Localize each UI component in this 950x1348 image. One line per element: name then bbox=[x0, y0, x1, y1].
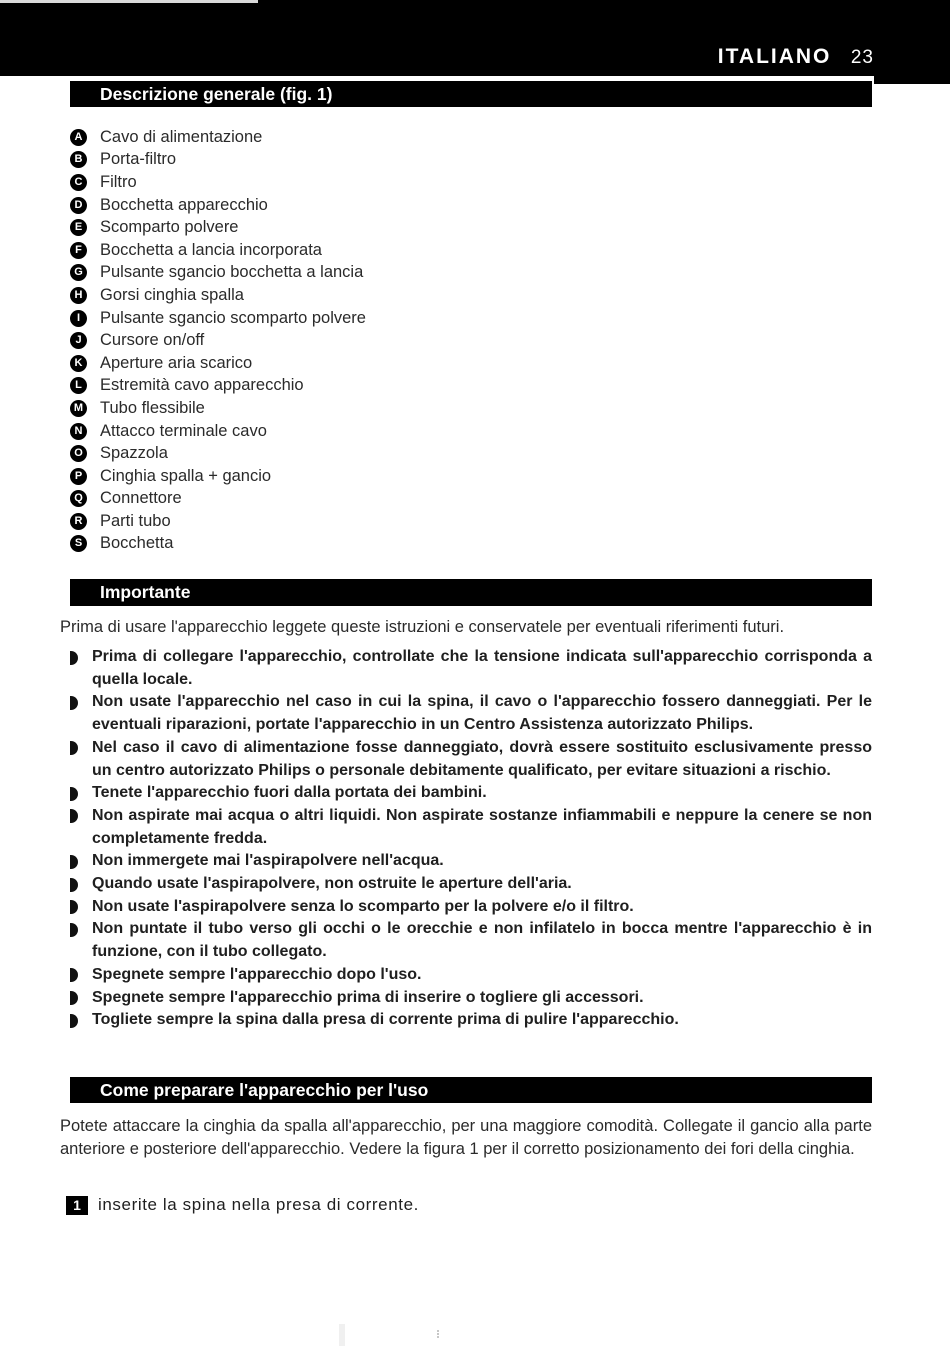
language-label: ITALIANO bbox=[717, 45, 832, 68]
legend-label: Cursore on/off bbox=[100, 331, 205, 350]
legend-item bbox=[70, 284, 860, 307]
letter-badge-icon: Q bbox=[70, 490, 87, 507]
letter-badge-icon: D bbox=[70, 197, 87, 214]
bullet-text: Nel caso il cavo di alimentazione fosse danneggiato, dovrà essere sostituito esclusivamente presso un centro autorizzato Philips o personale debitamente qualificato, per evitare situazioni a rischio. bbox=[92, 738, 872, 779]
section-title-text: Come preparare l'apparecchio per l'uso bbox=[100, 1080, 429, 1100]
bullet-text: Togliete sempre la spina dalla presa di corrente prima di pulire l'apparecchio. bbox=[92, 1011, 679, 1029]
section-title-text: Importante bbox=[100, 582, 191, 602]
legend-label: Aperture aria scarico bbox=[100, 353, 253, 372]
letter-badge-icon: G bbox=[70, 264, 87, 281]
letter-badge-icon: A bbox=[70, 129, 87, 146]
letter-badge-icon: I bbox=[70, 310, 87, 327]
letter-badge-icon: R bbox=[70, 513, 87, 530]
letter-badge-icon: N bbox=[70, 423, 87, 440]
safety-bullet-item bbox=[70, 737, 872, 782]
bullet-text: Tenete l'apparecchio fuori dalla portata dei bambini. bbox=[92, 784, 487, 802]
safety-bullet-list bbox=[70, 646, 872, 1032]
legend-label: Bocchetta apparecchio bbox=[100, 195, 268, 214]
section-title-preparation bbox=[70, 1077, 872, 1103]
legend-item bbox=[70, 171, 860, 194]
safety-bullet-item bbox=[70, 873, 872, 896]
legend-label: Pulsante sgancio scomparto polvere bbox=[100, 308, 366, 327]
half-circle-bullet-icon bbox=[70, 991, 78, 1005]
half-circle-bullet-icon bbox=[70, 741, 78, 755]
bullet-text: Non immergete mai l'aspirapolvere nell'acqua. bbox=[92, 852, 444, 870]
page-number: 23 bbox=[850, 47, 874, 68]
legend-label: Pulsante sgancio bocchetta a lancia bbox=[100, 263, 364, 282]
section-title-text: Descrizione generale (fig. 1) bbox=[100, 84, 333, 104]
half-circle-bullet-icon bbox=[70, 809, 78, 823]
scan-artifact-top bbox=[0, 0, 258, 3]
letter-badge-icon: K bbox=[70, 355, 87, 372]
legend-label: Scomparto polvere bbox=[100, 218, 239, 237]
bullet-text: Spegnete sempre l'apparecchio dopo l'uso. bbox=[92, 965, 422, 983]
legend-label: Gorsi cinghia spalla bbox=[100, 285, 244, 304]
scan-artifact bbox=[339, 1324, 345, 1346]
legend-label: Attacco terminale cavo bbox=[100, 421, 267, 440]
legend-item bbox=[70, 488, 860, 511]
safety-bullet-item bbox=[70, 1009, 872, 1032]
step-text: inserite la spina nella presa di corrente. bbox=[98, 1195, 419, 1214]
legend-label: Cavo di alimentazione bbox=[100, 127, 263, 146]
safety-bullet-item bbox=[70, 646, 872, 691]
bullet-text: Spegnete sempre l'apparecchio prima di inserire o togliere gli accessori. bbox=[92, 988, 644, 1006]
bullet-text: Prima di collegare l'apparecchio, controllate che la tensione indicata sull'apparecchio corrisponda a quella locale. bbox=[92, 648, 872, 688]
legend-label: Bocchetta bbox=[100, 534, 174, 553]
letter-badge-icon: S bbox=[70, 535, 87, 552]
letter-badge-icon: O bbox=[70, 445, 87, 462]
letter-badge-icon: L bbox=[70, 377, 87, 394]
bullet-text: Non usate l'apparecchio nel caso in cui la spina, il cavo o l'apparecchio fossero danneggiati. Per le eventuali riparazioni, portate l'apparecchio in un Centro Assistenza autorizzato Philips. bbox=[92, 693, 872, 734]
section-title-general-description bbox=[70, 81, 872, 107]
half-circle-bullet-icon bbox=[70, 968, 78, 982]
legend-item bbox=[70, 239, 860, 262]
legend-item bbox=[70, 216, 860, 239]
legend-item bbox=[70, 510, 860, 533]
step-number-badge: 1 bbox=[66, 1196, 88, 1215]
legend-item bbox=[70, 375, 860, 398]
legend-label: Tubo flessibile bbox=[100, 398, 205, 417]
legend-item bbox=[70, 442, 860, 465]
legend-label: Bocchetta a lancia incorporata bbox=[100, 240, 322, 259]
step-item bbox=[66, 1195, 419, 1215]
safety-bullet-item bbox=[70, 850, 872, 873]
scan-artifact bbox=[437, 1330, 441, 1338]
half-circle-bullet-icon bbox=[70, 923, 78, 937]
header-notch-decoration bbox=[874, 76, 950, 84]
legend-label: Spazzola bbox=[100, 444, 168, 463]
header-right-group bbox=[718, 45, 874, 69]
safety-bullet-item bbox=[70, 691, 872, 736]
half-circle-bullet-icon bbox=[70, 855, 78, 869]
letter-badge-icon: B bbox=[70, 151, 87, 168]
important-intro-paragraph: Prima di usare l'apparecchio leggete queste istruzioni e conservatele per eventuali riferimenti futuri. bbox=[60, 618, 785, 636]
legend-item bbox=[70, 307, 860, 330]
legend-item bbox=[70, 533, 860, 556]
letter-badge-icon: C bbox=[70, 174, 87, 191]
bullet-text: Non usate l'aspirapolvere senza lo scomparto per la polvere e/o il filtro. bbox=[92, 897, 634, 915]
bullet-text: Non aspirate mai acqua o altri liquidi. Non aspirate sostanze infiammabili e neppure la cenere se non completamente fredda. bbox=[92, 806, 872, 847]
bullet-text: Non puntate il tubo verso gli occhi o le orecchie e non infilatelo in bocca mentre l'apparecchio è in funzione, con il tubo collegato. bbox=[92, 920, 872, 961]
safety-bullet-item bbox=[70, 896, 872, 919]
half-circle-bullet-icon bbox=[70, 900, 78, 914]
legend-item bbox=[70, 329, 860, 352]
half-circle-bullet-icon bbox=[70, 1014, 78, 1028]
legend-label: Porta-filtro bbox=[100, 150, 177, 169]
legend-item bbox=[70, 397, 860, 420]
legend-label: Parti tubo bbox=[100, 511, 171, 530]
safety-bullet-item bbox=[70, 964, 872, 987]
legend-item bbox=[70, 420, 860, 443]
safety-bullet-item bbox=[70, 918, 872, 963]
page-header-band bbox=[0, 0, 950, 76]
safety-bullet-item bbox=[70, 782, 872, 805]
legend-label: Estremità cavo apparecchio bbox=[100, 376, 304, 395]
letter-badge-icon: F bbox=[70, 242, 87, 259]
half-circle-bullet-icon bbox=[70, 787, 78, 801]
legend-item bbox=[70, 352, 860, 375]
legend-item bbox=[70, 149, 860, 172]
parts-legend bbox=[70, 126, 860, 555]
legend-label: Connettore bbox=[100, 489, 182, 508]
letter-badge-icon: H bbox=[70, 287, 87, 304]
section-title-important bbox=[70, 579, 872, 606]
safety-bullet-item bbox=[70, 987, 872, 1010]
half-circle-bullet-icon bbox=[70, 878, 78, 892]
legend-item bbox=[70, 126, 860, 149]
legend-label: Cinghia spalla + gancio bbox=[100, 466, 272, 485]
legend-item bbox=[70, 465, 860, 488]
letter-badge-icon: E bbox=[70, 219, 87, 236]
legend-item bbox=[70, 194, 860, 217]
letter-badge-icon: M bbox=[70, 400, 87, 417]
bullet-text: Quando usate l'aspirapolvere, non ostruite le aperture dell'aria. bbox=[92, 875, 572, 893]
legend-item bbox=[70, 262, 860, 285]
half-circle-bullet-icon bbox=[70, 696, 78, 710]
half-circle-bullet-icon bbox=[70, 651, 78, 665]
preparation-paragraph: Potete attaccare la cinghia da spalla all'apparecchio, per una maggiore comodità. Collegate il gancio alla parte anteriore e posteriore dell'apparecchio. Vedere la figura 1 per il corretto posizionamento dei fori della cinghia. bbox=[60, 1117, 872, 1158]
letter-badge-icon: P bbox=[70, 468, 87, 485]
letter-badge-icon: J bbox=[70, 332, 87, 349]
safety-bullet-item bbox=[70, 805, 872, 850]
legend-label: Filtro bbox=[100, 172, 137, 191]
